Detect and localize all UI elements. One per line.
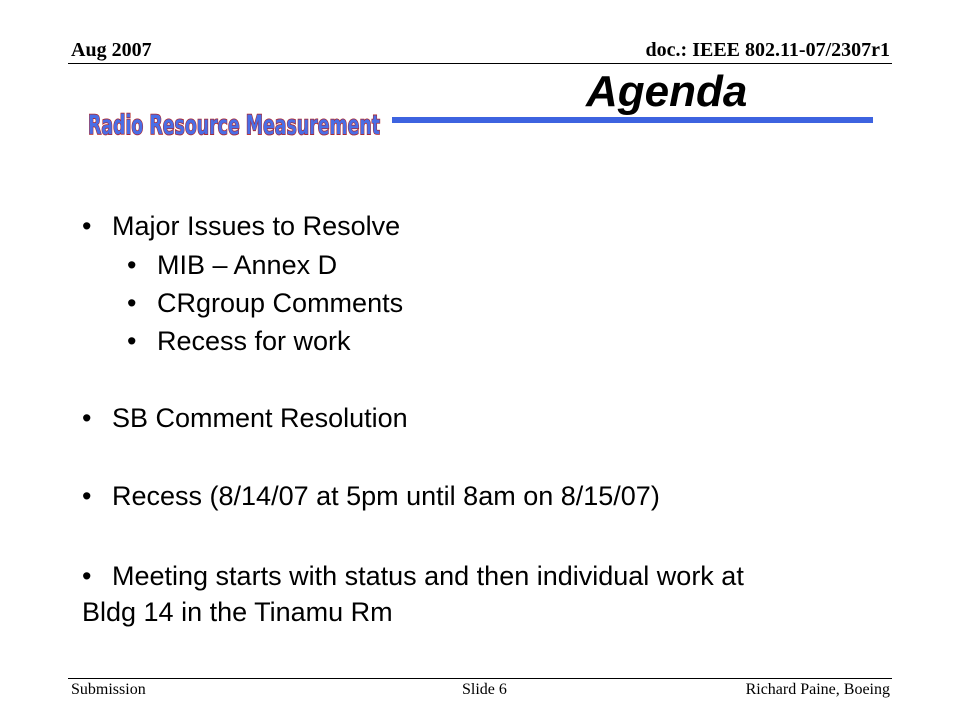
sub-bullet-item: • Recess for work bbox=[127, 326, 351, 356]
footer-divider bbox=[68, 678, 892, 679]
bullet-continuation: Bldg 14 in the Tinamu Rm bbox=[82, 597, 393, 627]
bullet-dot: • bbox=[127, 250, 137, 280]
bullet-item: • Meeting starts with status and then individual work at bbox=[82, 561, 744, 591]
bullet-dot: • bbox=[127, 326, 137, 356]
bullet-dot: • bbox=[127, 288, 137, 318]
sub-bullet-item: • MIB – Annex D bbox=[127, 250, 338, 280]
header-doc-id: doc.: IEEE 802.11-07/2307r1 bbox=[645, 39, 890, 61]
bullet-item: • SB Comment Resolution bbox=[82, 403, 408, 433]
bullet-dot: • bbox=[82, 211, 92, 241]
footer-author: Richard Paine, Boeing bbox=[745, 681, 890, 698]
header-date: Aug 2007 bbox=[71, 39, 152, 61]
bullet-dot: • bbox=[82, 403, 92, 433]
footer-submission: Submission bbox=[71, 681, 146, 698]
svg-text:Radio Resource Measurement: Radio Resource Measurement bbox=[88, 110, 381, 141]
slide-title: Agenda bbox=[586, 67, 748, 116]
bullet-item: • Recess (8/14/07 at 5pm until 8am on 8/15/07) bbox=[82, 481, 660, 511]
bullet-item: • Major Issues to Resolve bbox=[82, 211, 401, 241]
bullet-dot: • bbox=[82, 561, 92, 591]
footer-slide-number: Slide 6 bbox=[462, 681, 507, 698]
sub-bullet-item: • CRgroup Comments bbox=[127, 288, 404, 318]
bullet-dot: • bbox=[82, 481, 92, 511]
